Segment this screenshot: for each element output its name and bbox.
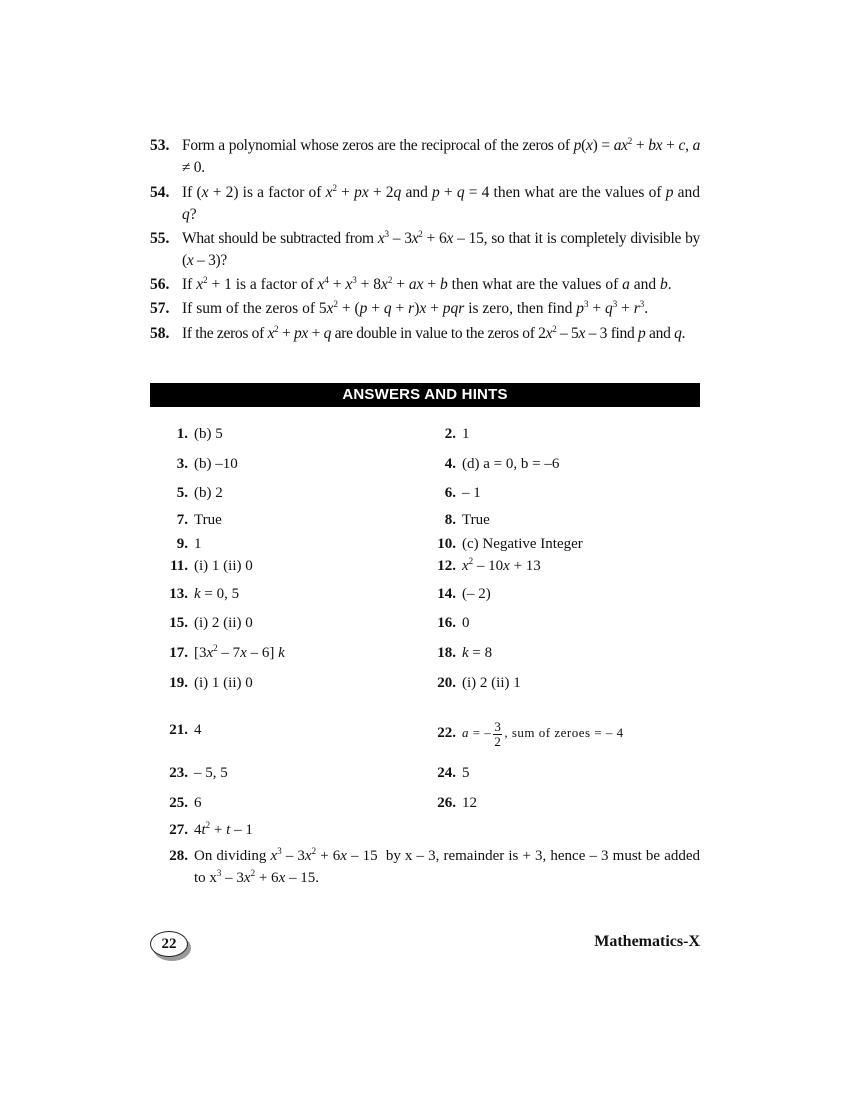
answer-item [150,584,239,604]
answer-value: 4 [194,722,202,738]
answer-number: 21. [169,722,188,738]
answer-value: (– 2) [462,586,491,602]
answer-item [418,556,541,576]
question-number: 58. [150,325,170,342]
answers-section-header: ANSWERS AND HINTS [150,383,700,407]
answer-number: 18. [437,645,456,661]
answer-item [418,454,559,474]
answer-value: $[3x^2 - 7x - 6]$ k [194,643,285,661]
question-53 [150,135,700,179]
answer-item [418,643,492,663]
answer-item [150,424,223,444]
answer-value: 1 [462,426,470,442]
answer-value: (i) 2 (ii) 1 [462,675,521,691]
answer-value: k = 0, 5 [194,586,240,602]
answer-number: 22. [437,725,456,742]
answer-number: 14. [437,586,456,602]
answer-item [418,763,470,783]
answer-value: (b) 5 [194,426,223,442]
answer-item [150,643,285,663]
answer-number: 2. [444,426,456,442]
answer-number: 20. [437,675,456,691]
answer-item [150,820,253,840]
answer-value: (b) –10 [194,456,238,472]
answer-number: 3. [176,456,188,472]
answer-item [418,534,583,554]
answer-value: 1 [194,536,202,552]
answer-value: 5 [462,765,470,781]
answer-number: 26. [437,795,456,811]
answer-number: 1. [176,426,188,442]
answer-value: $x^2 - 10x + 13$ [462,556,541,574]
answer-item [150,454,238,474]
question-54 [150,182,700,226]
fraction-three-halves: $\frac{3}{2}$ [494,719,502,749]
answer-number: 6. [444,485,456,501]
answer-item [150,483,223,503]
answer-item [418,613,470,633]
question-number: 56. [150,276,170,293]
answer-number: 24. [437,765,456,781]
answer-item [150,845,700,889]
answer-item [150,556,253,576]
answer-item [150,720,202,740]
answer-value: – 5, 5 [194,765,228,781]
answer-item [418,720,624,749]
answer-value: 0 [462,615,470,631]
answer-item [418,483,481,503]
answer-item [418,673,521,693]
answer-number: 9. [176,536,188,552]
answer-number: 7. [176,512,188,528]
answer-value: k = 8 [462,645,493,661]
answer-value: On dividing $x^3 - 3x^2 + 6x - 15$ by x – 3, remainder is + 3, hence – 3 must be added to $x^3 - 3x^2 + 6x - 15$. [194,846,701,886]
answer-item [418,584,491,604]
answer-item [150,673,253,693]
answer-value: (i) 2 (ii) 0 [194,615,253,631]
page-number-badge: 22 [150,931,188,957]
answer-value: (c) Negative Integer [462,536,583,552]
question-text: If the zeros of $x^2$ + px + q are double in value to the zeros of $2x^2 - 5x - 3$ find p and q. [182,324,686,342]
book-title: Mathematics-X [594,933,700,950]
answer-item [418,793,477,813]
answer-value: a = – $\frac{3}{2}$ , sum of zeroes = – 4 [462,719,624,749]
question-number: 53. [150,137,170,154]
answer-number: 16. [437,615,456,631]
question-56 [150,274,700,296]
answer-value: (i) 1 (ii) 0 [194,675,253,691]
answer-number: 27. [169,822,188,838]
answer-number: 12. [437,558,456,574]
question-text: If sum of the zeros of $5x^2 + (p + q + r)x$ + pqr is zero, then find $p^3 + q^3 + r^3$. [182,299,649,317]
answer-number: 15. [169,615,188,631]
answer-value: (b) 2 [194,485,223,501]
answer-number: 10. [437,536,456,552]
answer-number: 19. [169,675,188,691]
answer-item [150,510,222,530]
answer-value: True [462,512,490,528]
question-number: 55. [150,230,170,247]
answer-number: 23. [169,765,188,781]
answer-number: 17. [169,645,188,661]
answer-item [150,534,202,554]
question-text: What should be subtracted from $x^3 - 3x^2 + 6x - 15$, so that it is completely divisible by (x – 3)? [182,229,701,269]
answer-number: 5. [176,485,188,501]
answer-item [150,793,202,813]
answer-value: $4t^2 + t - 1$ [194,820,253,838]
answer-number: 4. [444,456,456,472]
answer-number: 8. [444,512,456,528]
answer-value: 12 [462,795,477,811]
question-text: If (x + 2) is a factor of $x^2$ + px + 2q and p + q = 4 then what are the values of p and q? [182,183,700,223]
answer-number: 13. [169,586,188,602]
question-number: 54. [150,184,170,201]
answer-number: 28. [169,848,188,864]
answer-item [418,424,470,444]
question-57 [150,298,700,320]
question-58 [150,323,700,345]
question-text: Form a polynomial whose zeros are the reciprocal of the zeros of $p(x) = ax^2$ + bx + c, a ≠ 0. [182,136,701,176]
answer-value: (i) 1 (ii) 0 [194,558,253,574]
question-55 [150,228,700,272]
answer-item [150,613,253,633]
answer-item [418,510,490,530]
answer-number: 11. [170,558,188,574]
answer-item [150,763,228,783]
answer-value: – 1 [462,485,481,501]
question-number: 57. [150,300,170,317]
answer-value: (d) a = 0, b = –6 [462,456,560,472]
answer-number: 25. [169,795,188,811]
answer-value: 6 [194,795,202,811]
answer-value: True [194,512,222,528]
question-text: If $x^2 + 1$ is a factor of $x^4 + x^3 + 8x^2$ + ax + b then what are the values of a and b. [182,275,672,293]
